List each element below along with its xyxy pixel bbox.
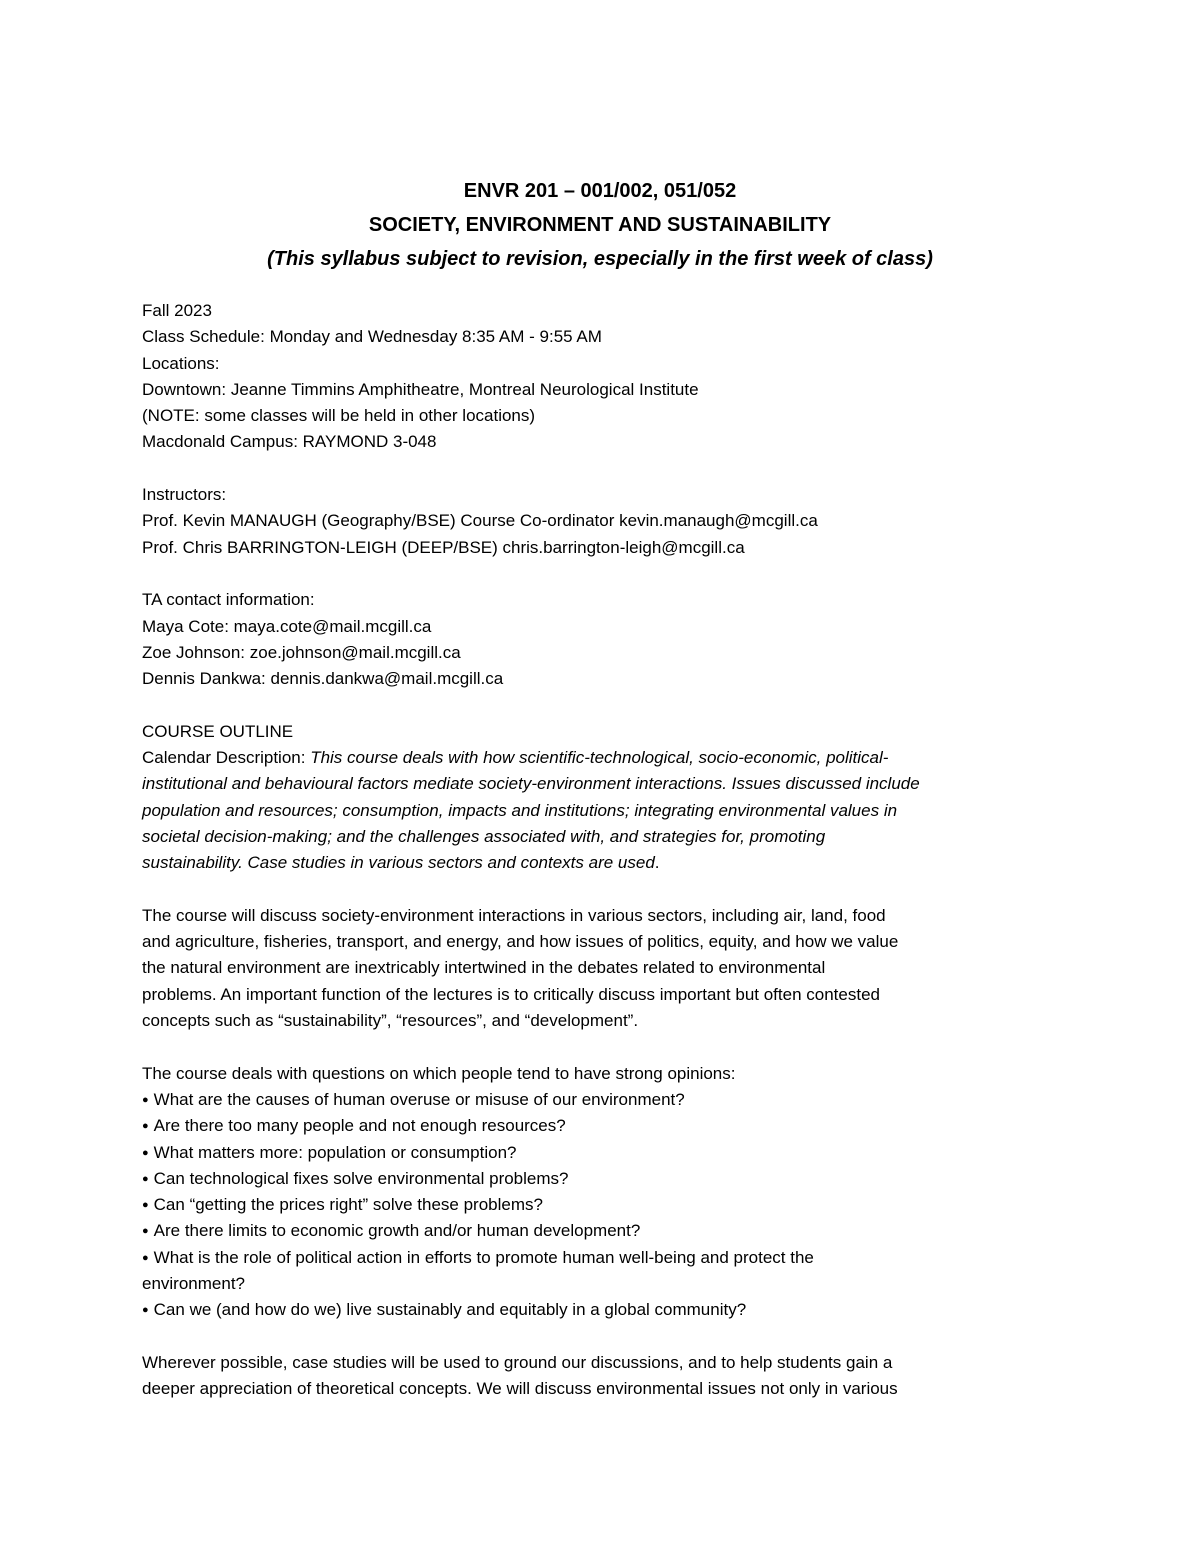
calendar-description-label: Calendar Description:: [142, 748, 306, 768]
location-note: (NOTE: some classes will be held in other locations): [142, 406, 536, 426]
paragraph-line: The course will discuss society-environment interactions in various sectors, including air, land, food: [142, 905, 886, 925]
spacer: [142, 692, 1082, 718]
question-bullet: ● Are there limits to economic growth and/or human development?: [142, 1218, 1082, 1244]
question-continuation: environment?: [142, 1273, 246, 1293]
questions-intro: The course deals with questions on which people tend to have strong opinions:: [142, 1063, 736, 1083]
calendar-description-line: [142, 745, 1082, 771]
macdonald-location: Macdonald Campus: RAYMOND 3-048: [142, 432, 437, 452]
question-bullet: ● Are there too many people and not enough resources?: [142, 1113, 1082, 1139]
spacer: [142, 1324, 1082, 1350]
calendar-description-text: population and resources; consumption, impacts and institutions; integrating environmental values in: [142, 800, 898, 820]
ta-entry: Maya Cote: maya.cote@mail.mcgill.ca: [142, 616, 432, 636]
spacer: [142, 456, 1082, 482]
ta-entry: Zoe Johnson: zoe.johnson@mail.mcgill.ca: [142, 642, 461, 662]
calendar-description-last-line: [142, 850, 1082, 876]
locations-label: Locations:: [142, 353, 220, 373]
paragraph-line: and agriculture, fisheries, transport, and energy, and how issues of politics, equity, and how we value: [142, 932, 899, 952]
paragraph-line: concepts such as “sustainability”, “resources”, and “development”.: [142, 1011, 639, 1031]
course-outline-heading: COURSE OUTLINE: [142, 721, 294, 741]
paragraph-line: the natural environment are inextricably intertwined in the debates related to environmental: [142, 958, 826, 978]
class-schedule: Class Schedule: Monday and Wednesday 8:35 AM - 9:55 AM: [142, 327, 602, 347]
instructor-entry: Prof. Kevin MANAUGH (Geography/BSE) Course Co-ordinator kevin.manaugh@mcgill.ca: [142, 511, 818, 531]
calendar-description-text: institutional and behavioural factors mediate society-environment interactions. Issues discussed include: [142, 774, 920, 794]
syllabus-header: [0, 174, 1200, 276]
course-title: SOCIETY, ENVIRONMENT AND SUSTAINABILITY: [368, 214, 832, 236]
course-code: ENVR 201 – 001/002, 051/052: [463, 180, 737, 202]
question-bullet: ● What is the role of political action in efforts to promote human well-being and protect the: [142, 1245, 1082, 1271]
question-bullet: ● What are the causes of human overuse or misuse of our environment?: [142, 1087, 1082, 1113]
calendar-description-text: sustainability. Case studies in various sectors and contexts are used: [142, 853, 655, 873]
question-bullet: ● Can we (and how do we) live sustainably and equitably in a global community?: [142, 1297, 1082, 1323]
spacer: [142, 561, 1082, 587]
instructor-entry: Prof. Chris BARRINGTON-LEIGH (DEEP/BSE) chris.barrington-leigh@mcgill.ca: [142, 537, 745, 557]
spacer: [142, 877, 1082, 903]
question-bullet: ● Can “getting the prices right” solve these problems?: [142, 1192, 1082, 1218]
syllabus-body: [142, 298, 1082, 1402]
revision-note: (This syllabus subject to revision, especially in the first week of class): [267, 248, 933, 270]
paragraph-line: problems. An important function of the lectures is to critically discuss important but often contested: [142, 984, 880, 1004]
calendar-description-period: .: [654, 853, 660, 873]
ta-entry: Dennis Dankwa: dennis.dankwa@mail.mcgill.ca: [142, 669, 504, 689]
question-bullet: ● Can technological fixes solve environmental problems?: [142, 1166, 1082, 1192]
paragraph-line: deeper appreciation of theoretical concepts. We will discuss environmental issues not only in various: [142, 1379, 898, 1399]
calendar-description-text: This course deals with how scientific-technological, socio-economic, political-: [305, 748, 889, 768]
paragraph-line: Wherever possible, case studies will be used to ground our discussions, and to help students gain a: [142, 1352, 893, 1372]
question-bullet: ● What matters more: population or consumption?: [142, 1140, 1082, 1166]
calendar-description-text: societal decision-making; and the challenges associated with, and strategies for, promoting: [142, 826, 826, 846]
spacer: [142, 1034, 1082, 1060]
term: Fall 2023: [142, 301, 212, 320]
ta-label: TA contact information:: [142, 590, 315, 610]
instructors-label: Instructors:: [142, 485, 227, 505]
downtown-location: Downtown: Jeanne Timmins Amphitheatre, Montreal Neurological Institute: [142, 379, 699, 399]
